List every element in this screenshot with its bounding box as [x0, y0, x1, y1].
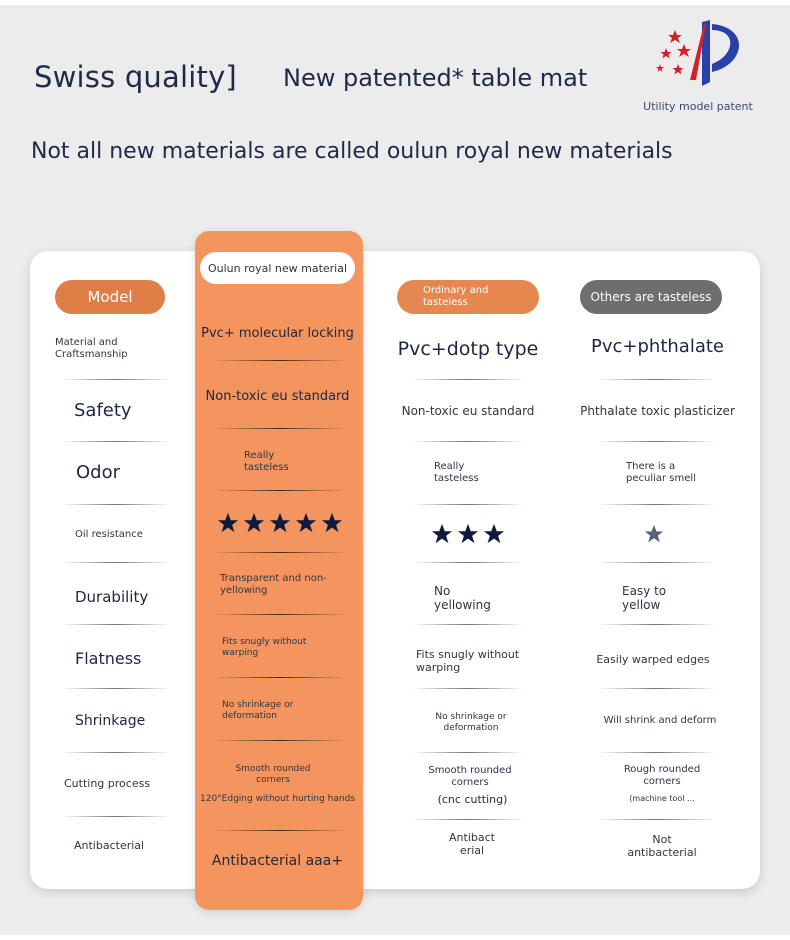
- oulun-shrinkage: No shrinkage or deformation: [222, 700, 294, 721]
- row-label-cutting: Cutting process: [64, 777, 151, 791]
- row-divider: [412, 441, 524, 442]
- row-divider: [412, 379, 524, 380]
- row-divider: [598, 504, 716, 505]
- row-divider: [212, 614, 348, 615]
- others-odor: There is a peculiar smell: [626, 461, 696, 484]
- star-icon: [269, 512, 291, 534]
- ordinary-shrinkage: No shrinkage or deformation: [435, 712, 507, 733]
- ordinary-odor: Really tasteless: [434, 461, 479, 484]
- product-title: New patented* table mat: [283, 64, 588, 92]
- row-label-safety: Safety: [74, 400, 132, 422]
- row-divider: [62, 504, 170, 505]
- others-oil-stars: [580, 523, 728, 545]
- others-cutting: Rough rounded corners: [623, 764, 701, 787]
- ordinary-cutting: Smooth rounded corners: [428, 765, 512, 788]
- others-cutting-extra: (machine tool ...: [629, 794, 695, 804]
- row-label-durability: Durability: [75, 588, 149, 606]
- row-divider: [412, 752, 524, 753]
- row-label-shrinkage: Shrinkage: [75, 712, 146, 729]
- ordinary-oil-stars: [397, 522, 539, 546]
- row-divider: [412, 624, 524, 625]
- ordinary-material: Pvc+dotp type: [397, 337, 539, 360]
- ordinary-durability: No yellowing: [434, 583, 491, 612]
- row-divider: [598, 441, 716, 442]
- header-model: Model: [55, 280, 165, 314]
- row-divider: [212, 360, 348, 361]
- row-divider: [598, 688, 716, 689]
- row-divider: [62, 441, 170, 442]
- star-icon: [644, 524, 664, 544]
- logo-caption: Utility model patent: [643, 100, 753, 113]
- row-divider: [212, 428, 348, 429]
- star-icon: [321, 512, 343, 534]
- star-icon: [457, 523, 479, 545]
- oulun-durability: Transparent and non-yellowing: [220, 573, 327, 596]
- row-divider: [62, 816, 170, 817]
- ordinary-cutting-extra: (cnc cutting): [437, 793, 508, 807]
- row-divider: [62, 624, 170, 625]
- oulun-cutting: Smooth rounded corners: [235, 764, 311, 785]
- row-divider: [212, 830, 348, 831]
- others-material: Pvc+phthalate: [591, 336, 724, 358]
- star-icon: [243, 512, 265, 534]
- row-divider: [62, 688, 170, 689]
- brand-title: Swiss quality]: [34, 60, 237, 94]
- star-icon: [217, 512, 239, 534]
- oulun-flatness: Fits snugly without warping: [222, 637, 307, 658]
- oulun-antibacterial: Antibacterial aaa+: [211, 852, 344, 869]
- ordinary-flatness: Fits snugly without warping: [416, 647, 520, 674]
- row-divider: [598, 819, 716, 820]
- row-divider: [62, 562, 170, 563]
- row-divider: [212, 490, 348, 491]
- row-divider: [412, 562, 524, 563]
- ordinary-antibacterial: Antibact erial: [449, 830, 495, 857]
- row-divider: [212, 740, 348, 741]
- others-durability: Easy to yellow: [622, 583, 667, 612]
- ordinary-safety: Non-toxic eu standard: [401, 403, 535, 418]
- row-divider: [212, 677, 348, 678]
- star-icon: [431, 523, 453, 545]
- row-divider: [412, 819, 524, 820]
- others-flatness: Easily warped edges: [596, 653, 710, 667]
- subtitle: Not all new materials are called oulun royal new materials: [31, 139, 673, 164]
- oulun-cutting-extra: 120°Edging without hurting hands: [200, 793, 356, 804]
- oulun-odor: Really tasteless: [244, 450, 289, 473]
- row-label-antibacterial: Antibacterial: [74, 839, 145, 853]
- star-icon: [483, 523, 505, 545]
- row-divider: [212, 552, 348, 553]
- row-label-oil: Oil resistance: [75, 529, 143, 540]
- patent-logo-icon: [650, 16, 750, 88]
- oulun-material: Pvc+ molecular locking: [201, 326, 354, 342]
- header-ordinary: Ordinary and tasteless: [397, 280, 539, 314]
- row-label-odor: Odor: [76, 462, 121, 484]
- oulun-oil-stars: [200, 511, 360, 535]
- others-shrinkage: Will shrink and deform: [603, 715, 717, 726]
- row-label-material: Material and Craftsmanship: [55, 337, 128, 360]
- row-divider: [598, 379, 716, 380]
- header-oulun: Oulun royal new material: [200, 252, 355, 284]
- header-others: Others are tasteless: [580, 280, 722, 314]
- row-divider: [62, 379, 170, 380]
- row-divider: [598, 752, 716, 753]
- row-divider: [412, 504, 524, 505]
- star-icon: [295, 512, 317, 534]
- others-safety: Phthalate toxic plasticizer: [580, 403, 735, 418]
- row-divider: [412, 688, 524, 689]
- row-divider: [598, 624, 716, 625]
- oulun-safety: Non-toxic eu standard: [205, 389, 350, 405]
- row-divider: [62, 752, 170, 753]
- row-label-flatness: Flatness: [75, 649, 142, 669]
- row-divider: [598, 562, 716, 563]
- others-antibacterial: Not antibacterial: [627, 832, 697, 859]
